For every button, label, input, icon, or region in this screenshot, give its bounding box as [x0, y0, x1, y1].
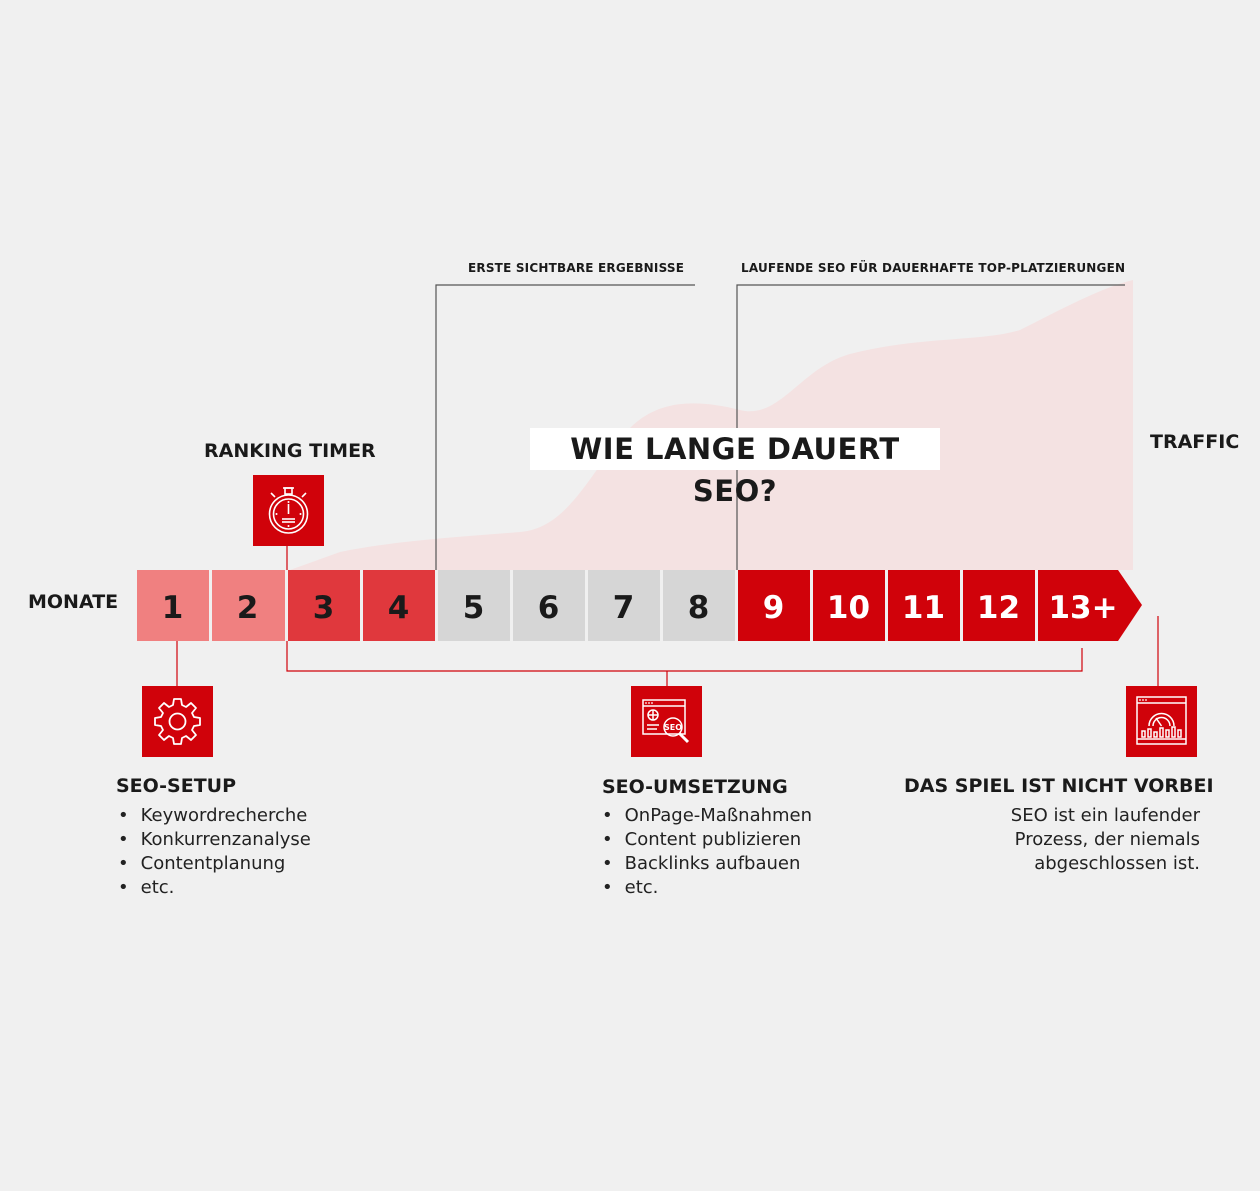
month-number: 10	[826, 590, 871, 626]
svg-text:SEO: SEO	[663, 723, 683, 732]
implementation-list	[602, 804, 812, 900]
list-item: • Konkurrenzanalyse	[118, 828, 311, 852]
implementation-heading: SEO-UMSETZUNG	[602, 776, 788, 798]
ranking-timer-label: RANKING TIMER	[204, 440, 376, 462]
list-item: • OnPage-Maßnahmen	[602, 804, 812, 828]
month-number: 12	[976, 590, 1021, 626]
month-number: 1	[161, 590, 184, 626]
months-label: MONATE	[28, 591, 119, 613]
month-number: 4	[387, 590, 410, 626]
list-item: • Backlinks aufbauen	[602, 852, 812, 876]
seo-browser-icon	[631, 686, 702, 757]
description-line: Prozess, der niemals	[1014, 829, 1200, 850]
stopwatch-icon	[253, 475, 324, 546]
list-item: • etc.	[602, 876, 812, 900]
ongoing-description	[940, 804, 1200, 876]
ongoing-heading: DAS SPIEL IST NICHT VORBEI	[904, 775, 1214, 797]
implementation-bracket	[287, 641, 1082, 671]
page-title: WIE LANGE DAUERT SEO?	[530, 428, 940, 470]
gear-icon	[142, 686, 213, 757]
list-item: • Contentplanung	[118, 852, 311, 876]
month-number: 8	[687, 590, 710, 626]
month-number: 7	[612, 590, 635, 626]
traffic-area	[290, 280, 1133, 570]
setup-list	[118, 804, 311, 900]
dashboard-gauge-icon	[1126, 686, 1197, 757]
setup-heading: SEO-SETUP	[116, 775, 237, 797]
month-number: 5	[462, 590, 485, 626]
ongoing-seo-label: LAUFENDE SEO FÜR DAUERHAFTE TOP-PLATZIERUNGEN	[741, 261, 1126, 275]
month-number: 11	[901, 590, 946, 626]
month-number: 9	[762, 590, 785, 626]
list-item: • Content publizieren	[602, 828, 812, 852]
month-number: 13+	[1048, 590, 1118, 626]
month-number: 6	[537, 590, 560, 626]
list-item: • Keywordrecherche	[118, 804, 311, 828]
list-item: • etc.	[118, 876, 311, 900]
description-line: abgeschlossen ist.	[1034, 853, 1200, 874]
description-line: SEO ist ein laufender	[1010, 805, 1200, 826]
month-number: 3	[312, 590, 335, 626]
traffic-label: TRAFFIC	[1150, 431, 1240, 453]
first-results-label: ERSTE SICHTBARE ERGEBNISSE	[468, 261, 685, 275]
month-number: 2	[236, 590, 259, 626]
